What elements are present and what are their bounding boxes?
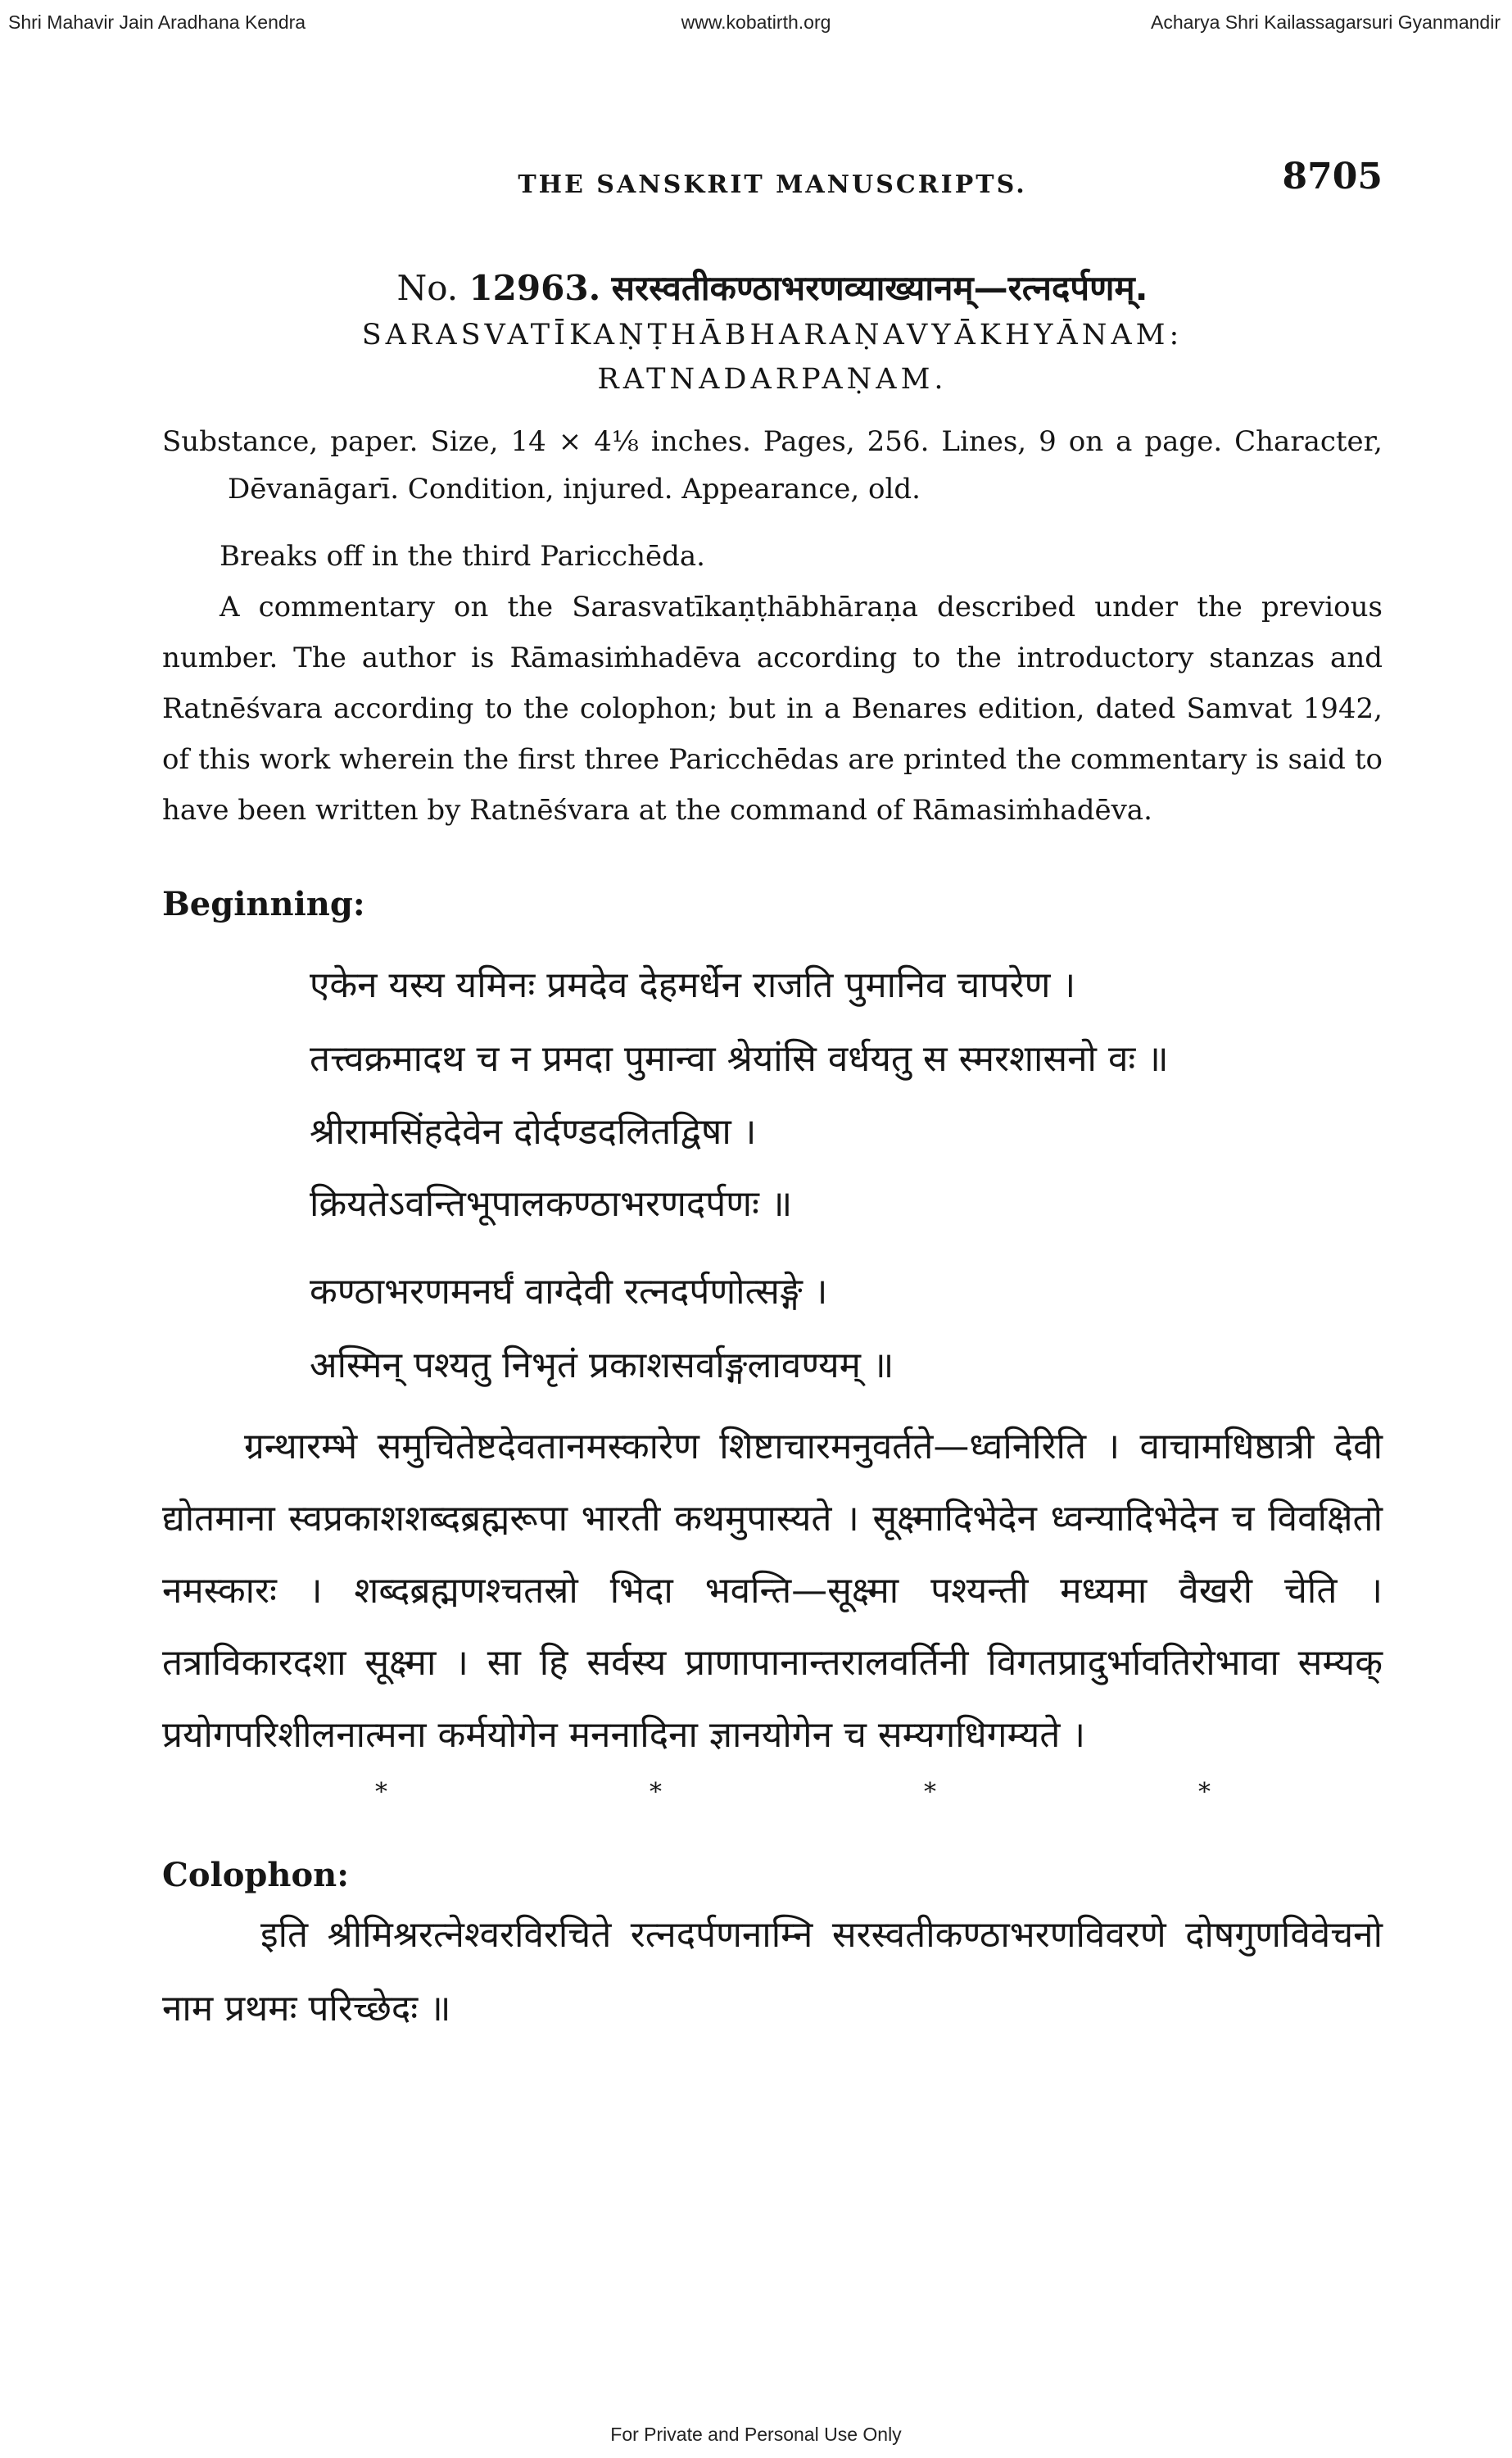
entry-title-roman-2: RATNADARPAṆAM. <box>597 363 948 396</box>
verse-line: एकेन यस्य यमिनः प्रमदेव देहमर्धेन राजति पुमानिव चापरेण । <box>310 964 1076 1006</box>
note-paragraph: Breaks off in the third Paricchēda. <box>220 540 705 573</box>
catalogue-entry-heading <box>162 264 1383 401</box>
beginning-prose: ग्रन्थारम्भे समुचितेष्टदेवतानमस्कारेण शिष्टाचारमनुवर्तते—ध्वनिरिति । वाचामधिष्ठात्री देवी द्योतमाना स्वप्रकाशशब्दब्रह्मरूपा भारती कथमुपास्यते । सूक्ष्मादिभेदेन ध्वन्यादिभेदेन च विवक्षितो नमस्कारः । शब्दब्रह्मणश्चतस्रो भिदा भवन्ति—सूक्ष्मा पश्यन्ती मध्यमा वैखरी चेति । तत्राविकारदशा सूक्ष्मा । सा हि सर्वस्य प्राणापानान्तरालवर्तिनी विगतप्रादुर्भावतिरोभावा सम्यक् प्रयोगपरिशीलनात्मना कर्मयोगेन मननादिना ज्ञानयोगेन च सम्यगधिगम्यते । <box>162 1426 1383 1756</box>
page-number: 8705 <box>1282 156 1383 197</box>
entry-number-label: No. <box>396 268 459 308</box>
separator-star: * <box>375 1778 387 1807</box>
beginning-heading: Beginning: <box>162 885 365 923</box>
colophon-heading: Colophon: <box>162 1856 349 1894</box>
verse-line: अस्मिन् पश्यतु निभृतं प्रकाशसर्वाङ्गलावण्यम् ॥ <box>310 1345 894 1386</box>
running-title: THE SANSKRIT MANUSCRIPTS. <box>518 170 1027 199</box>
manuscript-page <box>162 156 1383 2046</box>
site-name-right: Acharya Shri Kailassagarsuri Gyanmandir <box>1151 11 1501 33</box>
verse-line: क्रियतेऽवन्तिभूपालकण्ठाभरणदर्पणः ॥ <box>310 1183 793 1225</box>
entry-title-roman: SARASVATĪKAṆṬHĀBHARAṆAVYĀKHYĀNAM: <box>361 319 1184 351</box>
beginning-verses <box>162 949 1383 1403</box>
section-separator <box>162 1778 1383 1807</box>
site-name-left: Shri Mahavir Jain Aradhana Kendra <box>8 11 306 33</box>
separator-star: * <box>1198 1778 1211 1807</box>
site-url: www.kobatirth.org <box>681 11 831 33</box>
running-head <box>162 156 1383 205</box>
physical-description: Substance, paper. Size, 14 × 4⅛ inches. Pages, 256. Lines, 9 on a page. Character, Dēvanāgarī. Condition, injured. Appearance, old. <box>162 425 1383 506</box>
entry-title-devanagari: सरस्वतीकण्ठाभरणव्याख्यानम्—रत्नदर्पणम्. <box>611 268 1148 308</box>
verse-line: कण्ठाभरणमनर्घं वाग्देवी रत्नदर्पणोत्सङ्गे । <box>310 1271 828 1313</box>
verse-line: श्रीरामसिंहदेवेन दोर्दण्डदलितद्विषा । <box>310 1111 757 1153</box>
commentary-paragraph: A commentary on the Sarasvatīkaṇṭhābhāraṇa described under the previous number. The author is Rāmasiṁhadēva according to the introductory stanzas and Ratnēśvara according to the colophon; but in a Benares edition, dated Samvat 1942, of this work wherein the first three Paricchēdas are printed the commentary is said to have been written by Ratnēśvara at the command of Rāmasiṁhadēva. <box>162 591 1383 827</box>
separator-star: * <box>924 1778 936 1807</box>
footer-note: For Private and Personal Use Only <box>610 2424 902 2445</box>
colophon-text: इति श्रीमिश्ररत्नेश्वरविरचिते रत्नदर्पणनाम्नि सरस्वतीकण्ठाभरणविवरणे दोषगुणविवेचनो नाम प्रथमः परिच्छेदः ॥ <box>162 1914 1383 2029</box>
entry-number: 12963. <box>469 268 601 308</box>
separator-star: * <box>650 1778 662 1807</box>
verse-line: तत्त्वक्रमादथ च न प्रमदा पुमान्वा श्रेयांसि वर्धयतु स स्मरशासनो वः ॥ <box>310 1038 1169 1080</box>
